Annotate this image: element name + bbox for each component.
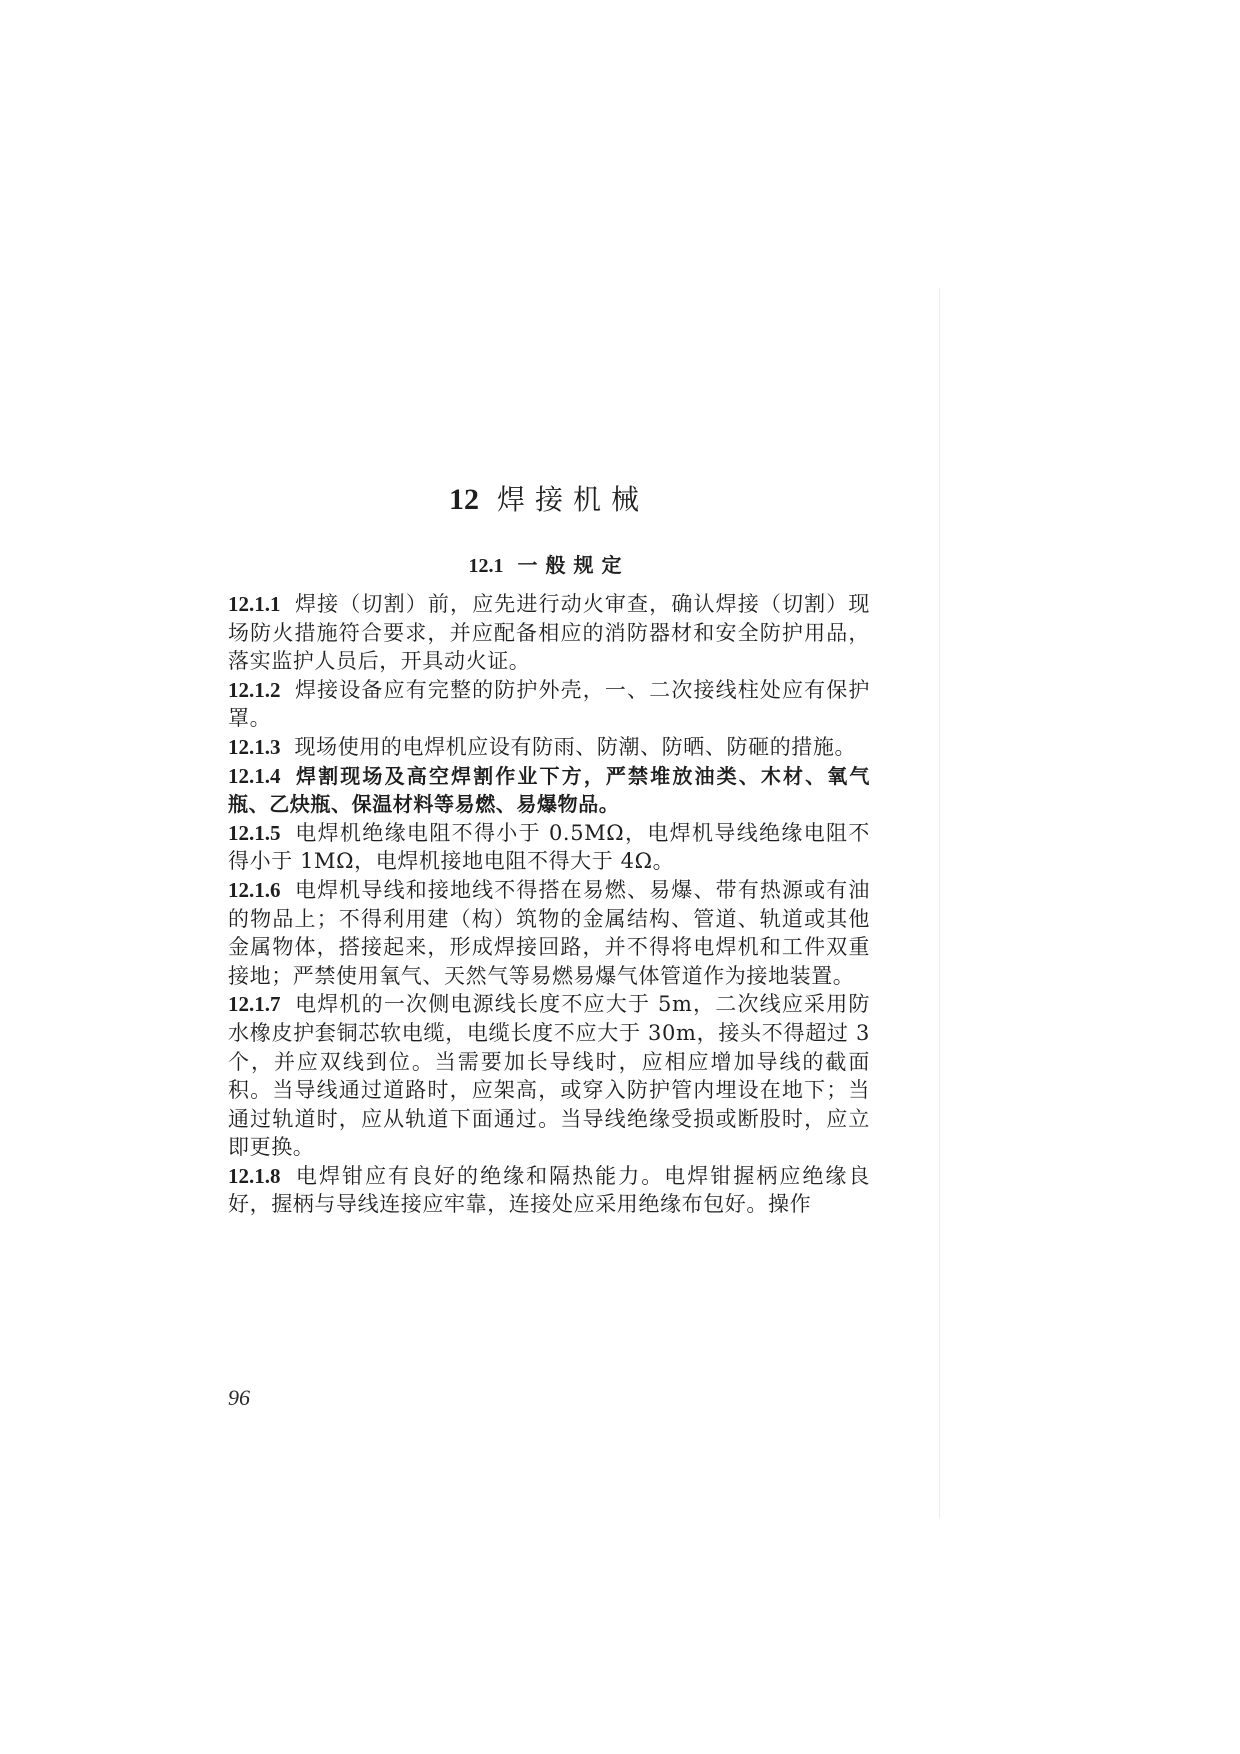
clause-number: 12.1.7 xyxy=(228,992,281,1017)
section-number: 12.1 xyxy=(468,555,504,577)
clause-text-mandatory: 焊割现场及高空焊割作业下方，严禁堆放油类、木材、氧气瓶、乙炔瓶、保温材料等易燃、易爆物品。 xyxy=(228,763,870,817)
section-title xyxy=(228,550,870,581)
clause-text: 焊接设备应有完整的防护外壳，一、二次接线柱处应有保护罩。 xyxy=(228,677,870,731)
clause-number: 12.1.4 xyxy=(228,763,281,788)
clause-12-1-5 xyxy=(228,819,870,876)
clause-12-1-2 xyxy=(228,676,870,733)
clause-number: 12.1.2 xyxy=(228,677,281,702)
clause-number: 12.1.8 xyxy=(228,1163,281,1188)
clause-12-1-7 xyxy=(228,990,870,1162)
clause-text: 焊接（切割）前，应先进行动火审查，确认焊接（切割）现场防火措施符合要求，并应配备相应的消防器材和安全防护用品，落实监护人员后，开具动火证。 xyxy=(228,592,870,674)
clause-list xyxy=(228,590,870,1219)
section-title-text: 一般规定 xyxy=(517,553,630,577)
clause-number: 12.1.5 xyxy=(228,820,281,845)
clause-12-1-4 xyxy=(228,762,870,819)
page-number: 96 xyxy=(228,1385,250,1410)
chapter-number: 12 xyxy=(448,483,479,516)
clause-text: 电焊钳应有良好的绝缘和隔热能力。电焊钳握柄应绝缘良好，握柄与导线连接应牢靠，连接处应采用绝缘布包好。操作 xyxy=(228,1163,870,1217)
clause-12-1-8 xyxy=(228,1162,870,1219)
chapter-title-text: 焊接机械 xyxy=(496,483,649,516)
clause-text: 电焊机的一次侧电源线长度不应大于 5m，二次线应采用防水橡皮护套铜芯软电缆，电缆长度不应大于 30m，接头不得超过 3 个，并应双线到位。当需要加长导线时，应相应增加导线的截面积。当导线通过道路时，应架高，或穿入防护管内埋设在地下；当通过轨道时，应从轨道下面通过。当导线绝缘受损或断股时，应立即更换。 xyxy=(228,992,870,1160)
clause-text: 电焊机绝缘电阻不得小于 0.5MΩ，电焊机导线绝缘电阻不得小于 1MΩ，电焊机接地电阻不得大于 4Ω。 xyxy=(228,820,870,874)
clause-number: 12.1.3 xyxy=(228,734,281,759)
clause-12-1-6 xyxy=(228,876,870,990)
scan-artifact-line xyxy=(939,288,940,1518)
chapter-title xyxy=(228,480,870,520)
clause-number: 12.1.1 xyxy=(228,592,281,616)
clause-12-1-1 xyxy=(228,590,870,676)
clause-12-1-3 xyxy=(228,733,870,762)
clause-text: 电焊机导线和接地线不得搭在易燃、易爆、带有热源或有油的物品上；不得利用建（构）筑物的金属结构、管道、轨道或其他金属物体，搭接起来，形成焊接回路，并不得将电焊机和工件双重接地；严禁使用氧气、天然气等易燃易爆气体管道作为接地装置。 xyxy=(228,877,870,988)
clause-number: 12.1.6 xyxy=(228,877,281,902)
clause-text: 现场使用的电焊机应设有防雨、防潮、防晒、防砸的措施。 xyxy=(294,734,857,759)
